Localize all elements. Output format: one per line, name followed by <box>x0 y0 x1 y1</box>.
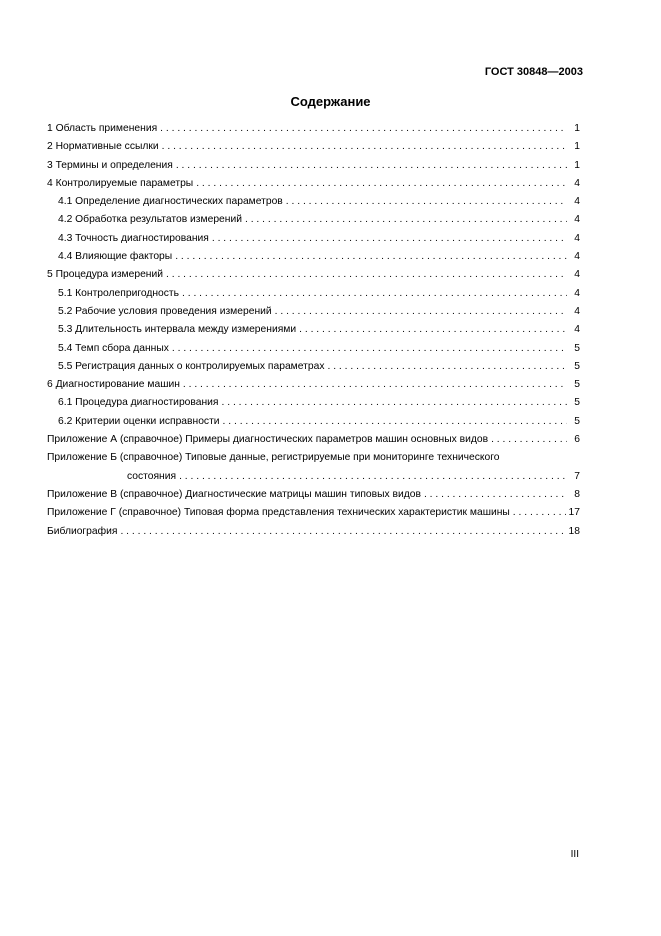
toc-entry-page: 7 <box>574 470 580 482</box>
toc-entry <box>47 323 580 341</box>
toc-entry <box>47 232 580 250</box>
toc-entry <box>47 415 580 433</box>
toc-entry <box>47 360 580 378</box>
toc-entry-label: 4.2 Обработка результатов измерений <box>58 214 242 226</box>
toc-entry <box>47 378 580 396</box>
toc-entry-label: 3 Термины и определения <box>47 159 173 171</box>
toc-entry <box>47 177 580 195</box>
toc-leader-dots <box>179 470 567 484</box>
toc-entry-page: 8 <box>574 488 580 500</box>
toc-entry-page: 1 <box>574 123 580 134</box>
toc-entry <box>47 433 580 451</box>
toc-leader-dots <box>275 305 567 319</box>
toc-entry <box>47 451 580 469</box>
toc-entry-label: 5 Процедура измерений <box>47 269 164 281</box>
toc-leader-dots <box>196 177 567 191</box>
toc-entry-label: Приложение Г (справочное) Типовая форма представления технических характеристик машины <box>47 507 510 519</box>
toc-entry-label: Приложение Б (справочное) Типовые данные, регистрируемые при мониторинге технического <box>47 452 500 464</box>
toc-entry <box>47 213 580 231</box>
table-of-contents <box>47 122 580 543</box>
toc-entry <box>47 488 580 506</box>
toc-entry-label: 6.2 Критерии оценки исправности <box>58 415 220 427</box>
toc-leader-dots <box>160 122 567 136</box>
toc-entry-label: 2 Нормативные ссылки <box>47 141 159 153</box>
toc-entry-page: 4 <box>574 324 580 336</box>
toc-entry-label: 5.2 Рабочие условия проведения измерений <box>58 305 272 317</box>
toc-leader-dots <box>245 213 567 227</box>
toc-entry-label: 1 Область применения <box>47 123 158 134</box>
toc-leader-dots <box>223 415 567 429</box>
toc-leader-dots <box>120 525 565 539</box>
toc-entry <box>47 525 580 543</box>
toc-entry-page: 4 <box>574 305 580 317</box>
toc-entry-label: 5.5 Регистрация данных о контролируемых параметрах <box>58 360 325 372</box>
toc-entry <box>47 305 580 323</box>
toc-entry-label: 5.4 Темп сбора данных <box>58 342 169 354</box>
toc-entry-page: 5 <box>574 379 580 391</box>
toc-leader-dots <box>286 195 567 209</box>
toc-entry <box>47 122 580 140</box>
toc-leader-dots <box>222 396 568 410</box>
toc-entry-page: 18 <box>568 525 580 537</box>
toc-entry-label: Библиография <box>47 525 118 537</box>
toc-entry <box>47 268 580 286</box>
toc-entry-label: Приложение В (справочное) Диагностические матрицы машин типовых видов <box>47 488 421 500</box>
toc-entry-page: 1 <box>574 141 580 153</box>
toc-entry <box>47 470 580 488</box>
toc-entry-label: 6.1 Процедура диагностирования <box>58 397 219 409</box>
toc-leader-dots <box>172 342 567 356</box>
toc-leader-dots <box>183 378 567 392</box>
toc-entry <box>47 506 580 524</box>
toc-entry-label: 4 Контролируемые параметры <box>47 177 194 189</box>
toc-leader-dots <box>176 159 567 173</box>
toc-leader-dots <box>299 323 567 337</box>
toc-entry-page: 5 <box>574 415 580 427</box>
toc-entry-page: 4 <box>574 196 580 208</box>
toc-leader-dots <box>424 488 567 502</box>
toc-leader-dots <box>513 506 566 520</box>
toc-entry-page: 17 <box>568 507 580 519</box>
toc-title: Содержание <box>290 94 371 109</box>
toc-entry-page: 4 <box>574 177 580 189</box>
toc-entry-page: 5 <box>574 342 580 354</box>
toc-entry <box>47 396 580 414</box>
toc-entry-label: 5.3 Длительность интервала между измерениями <box>58 324 297 336</box>
page-number: III <box>570 849 579 860</box>
toc-entry <box>47 287 580 305</box>
toc-entry-page: 4 <box>574 251 580 263</box>
toc-entry <box>47 250 580 268</box>
toc-entry-label: состояния <box>127 470 177 482</box>
toc-leader-dots <box>327 360 567 374</box>
toc-entry <box>47 159 580 177</box>
toc-entry-page: 5 <box>574 397 580 409</box>
toc-entry-page: 4 <box>574 214 580 226</box>
toc-leader-dots <box>491 433 567 447</box>
document-code: ГОСТ 30848—2003 <box>484 66 583 78</box>
toc-leader-dots <box>182 287 567 301</box>
toc-leader-dots <box>162 140 567 154</box>
toc-entry <box>47 342 580 360</box>
toc-entry-label: 4.4 Влияющие факторы <box>58 251 173 263</box>
toc-leader-dots <box>175 250 567 264</box>
toc-entry-page: 4 <box>574 287 580 299</box>
toc-entry-page: 1 <box>574 159 580 171</box>
toc-entry-label: 4.1 Определение диагностических параметров <box>58 196 283 208</box>
toc-entry-page: 4 <box>574 232 580 244</box>
toc-entry-page: 6 <box>574 434 580 446</box>
toc-entry-label: Приложение А (справочное) Примеры диагностических параметров машин основных видов <box>47 434 489 446</box>
toc-entry-label: 5.1 Контролепригодность <box>58 287 179 299</box>
toc-entry-page: 4 <box>574 269 580 281</box>
toc-entry-label: 4.3 Точность диагностирования <box>58 232 209 244</box>
toc-entry-label: 6 Диагностирование машин <box>47 379 180 391</box>
toc-entry-page: 5 <box>574 360 580 372</box>
toc-leader-dots <box>166 268 567 282</box>
toc-entry <box>47 195 580 213</box>
toc-entry <box>47 140 580 158</box>
toc-leader-dots <box>212 232 567 246</box>
